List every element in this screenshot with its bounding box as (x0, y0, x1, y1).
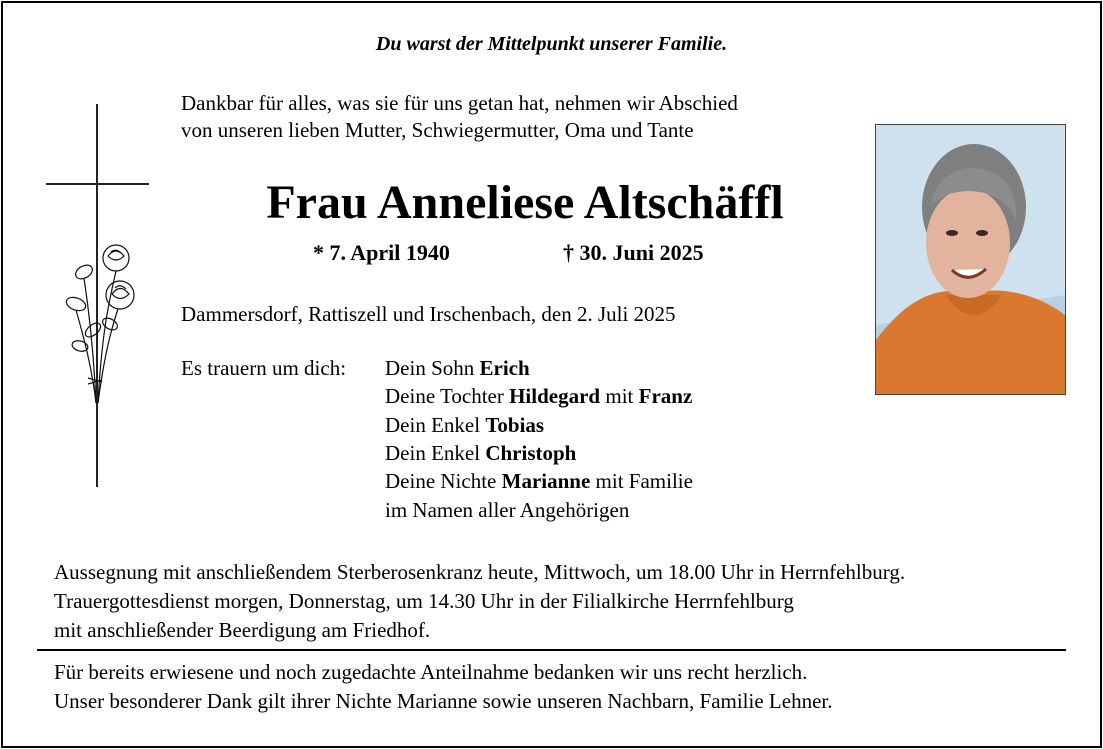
service-line-1: Aussegnung mit anschließendem Sterberosenkranz heute, Mittwoch, um 18.00 Uhr in Herrnfehlburg. (54, 560, 906, 584)
thanks-line-1: Für bereits erwiesene und noch zugedachte Anteilnahme bedanken wir uns recht herzlich. (54, 660, 808, 684)
portrait-photo (875, 124, 1066, 395)
motto: Du warst der Mittelpunkt unserer Familie. (375, 33, 728, 55)
mourner-line: Dein Enkel Tobias (385, 413, 545, 437)
thanks-line-2: Unser besonderer Dank gilt ihrer Nichte Marianne sowie unseren Nachbarn, Familie Lehner. (54, 689, 833, 713)
deceased-name: Frau Anneliese Altschäffl (266, 176, 784, 229)
mourner-line: Dein Sohn Erich (385, 356, 530, 380)
death-date: † 30. Juni 2025 (563, 240, 704, 265)
mourner-line: Deine Nichte Marianne mit Familie (385, 469, 693, 493)
mourner-line: im Namen aller Angehörigen (385, 498, 630, 522)
intro-line-1: Dankbar für alles, was sie für uns getan hat, nehmen wir Abschied (181, 91, 738, 115)
mourners-label: Es trauern um dich: (181, 356, 347, 380)
roses-icon (58, 238, 142, 408)
birth-date: * 7. April 1940 (313, 240, 450, 265)
place-and-date: Dammersdorf, Rattiszell und Irschenbach, den 2. Juli 2025 (181, 302, 676, 326)
divider (37, 649, 1066, 651)
intro-line-2: von unseren lieben Mutter, Schwiegermutter, Oma und Tante (181, 118, 694, 142)
service-line-3: mit anschließender Beerdigung am Friedhof. (54, 618, 431, 642)
mourner-line: Dein Enkel Christoph (385, 441, 577, 465)
service-line-2: Trauergottesdienst morgen, Donnerstag, um 14.30 Uhr in der Filialkirche Herrnfehlburg (54, 589, 794, 613)
mourner-line: Deine Tochter Hildegard mit Franz (385, 384, 693, 408)
